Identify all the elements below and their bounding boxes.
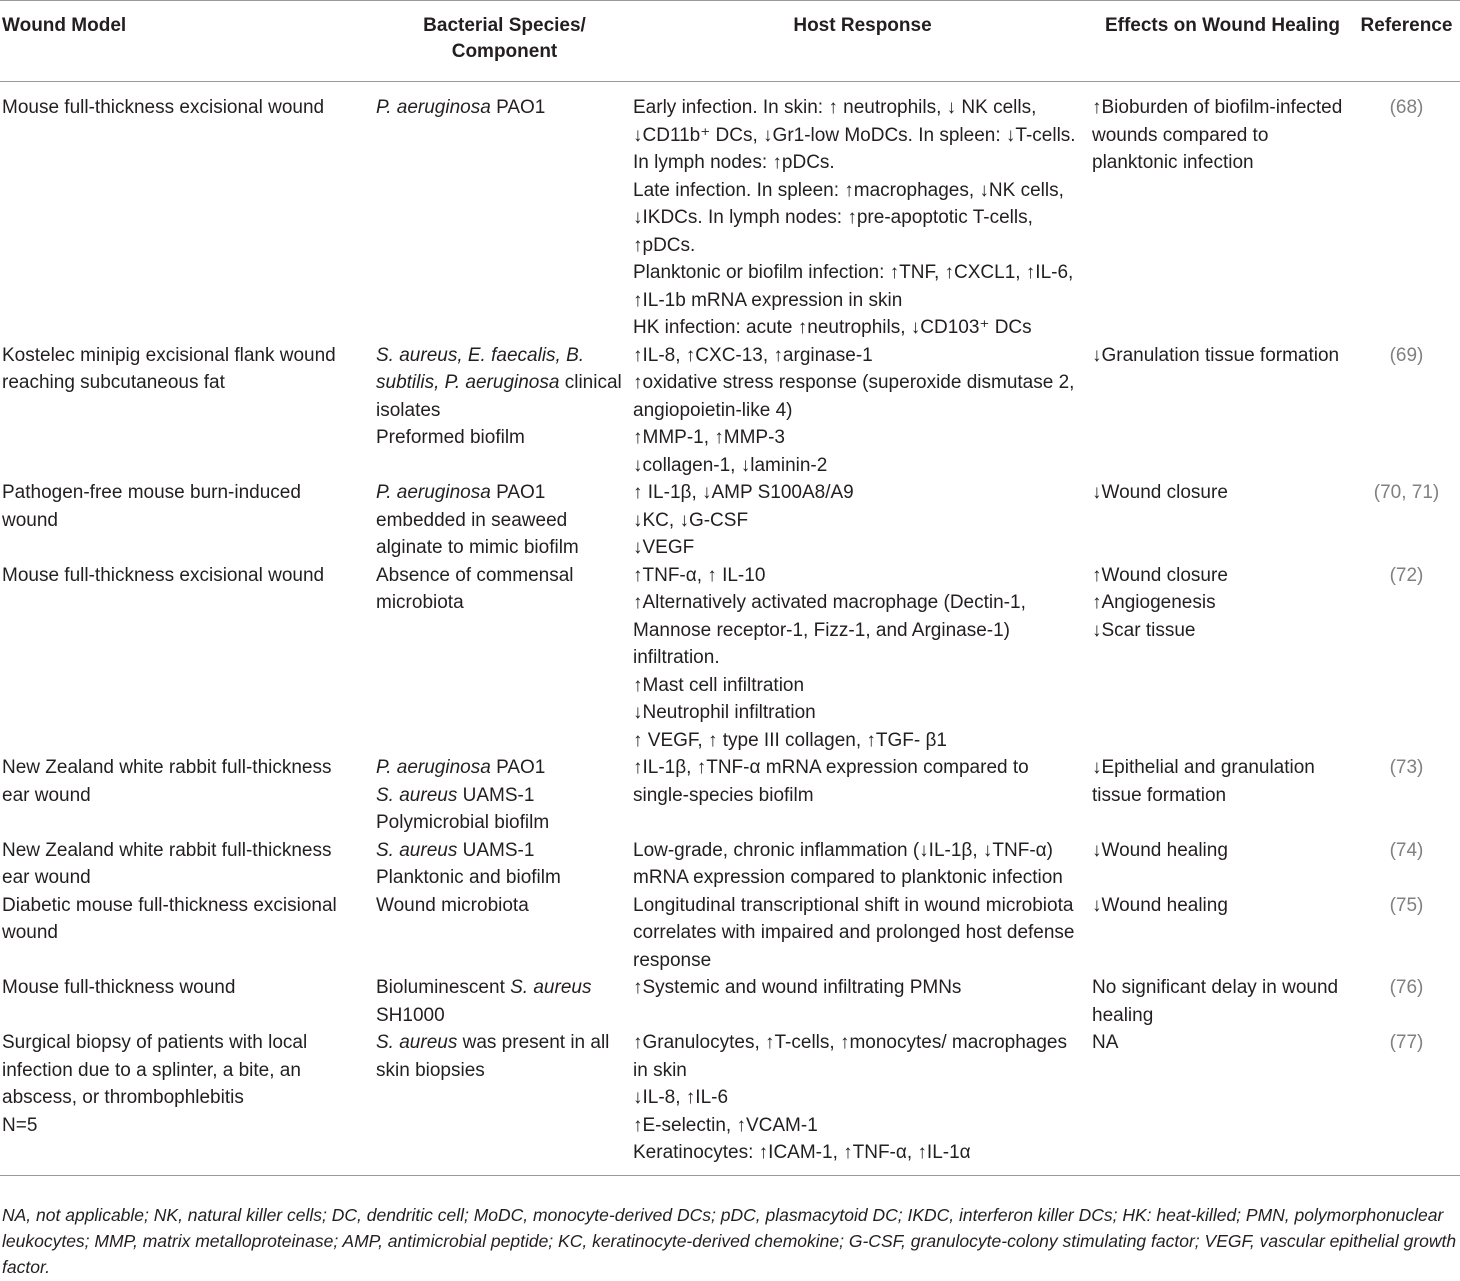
table-row — [0, 342, 1460, 480]
species-line — [376, 837, 625, 865]
species-text: clinical isolates — [376, 372, 622, 421]
table-header — [0, 1, 1460, 82]
effects-cell — [1092, 82, 1353, 342]
host-response-line: ↑Mast cell infiltration — [633, 674, 805, 696]
wound-model-cell: Mouse full-thickness excisional wound — [2, 564, 325, 586]
effect-line: ↑Bioburden of biofilm-infected wounds compared to planktonic infection — [1092, 97, 1343, 173]
host-response-line: HK infection: acute ↑neutrophils, ↓CD103⁺ DCs — [633, 317, 1032, 338]
effect-line: ↓Wound closure — [1092, 482, 1228, 503]
reference-cell: (76) — [1389, 977, 1424, 998]
host-response-cell — [633, 562, 1092, 755]
species-line — [376, 94, 625, 122]
wound-model-cell: New Zealand white rabbit full-thickness ear wound — [2, 839, 332, 888]
species-text: Wound microbiota — [376, 894, 529, 916]
species-text: UAMS-1 — [457, 839, 535, 861]
species-text: Bioluminescent — [376, 977, 511, 998]
header-host-response: Host Response — [793, 15, 932, 36]
effects-cell — [1092, 562, 1353, 755]
table-row — [0, 754, 1460, 837]
host-response-line: ↑TNF-α, ↑ IL-10 — [633, 564, 766, 586]
species-line — [376, 754, 625, 782]
host-response-line: Keratinocytes: ↑ICAM-1, ↑TNF-α, ↑IL-1α — [633, 1142, 971, 1163]
species-name-italic: P. aeruginosa — [376, 757, 491, 778]
host-response-line: ↑IL-1β, ↑TNF-α mRNA expression compared to single-species biofilm — [633, 757, 1029, 806]
species-name-italic: P. aeruginosa — [376, 482, 491, 503]
host-response-line: Planktonic or biofilm infection: ↑TNF, ↑CXCL1, ↑IL-6, ↑IL-1b mRNA expression in skin — [633, 262, 1074, 311]
effect-line: NA — [1092, 1032, 1119, 1053]
header-bacterial-species: Bacterial Species/ Component — [423, 15, 586, 62]
table-body — [0, 82, 1460, 1176]
reference-cell: (70, 71) — [1373, 482, 1440, 503]
reference-cell: (69) — [1389, 344, 1424, 366]
host-response-line: ↓KC, ↓G-CSF — [633, 509, 749, 531]
species-name-italic: S. aureus — [376, 839, 458, 861]
species-line — [376, 864, 625, 892]
host-response-cell — [633, 1029, 1092, 1175]
table-row — [0, 82, 1460, 342]
effect-line: ↑Angiogenesis — [1092, 592, 1216, 613]
species-line — [376, 782, 625, 810]
wound-model-line: N=5 — [2, 1114, 38, 1136]
effect-line: ↓Scar tissue — [1092, 619, 1196, 641]
host-response-line: ↓collagen-1, ↓laminin-2 — [633, 454, 828, 476]
host-response-line: ↑IL-8, ↑CXC-13, ↑arginase-1 — [633, 344, 873, 366]
species-name-italic: S. aureus — [376, 784, 458, 806]
table-row — [0, 974, 1460, 1029]
host-response-line: ↑Granulocytes, ↑T-cells, ↑monocytes/ macrophages in skin — [633, 1032, 1068, 1081]
wound-model-cell: Pathogen-free mouse burn-induced wound — [2, 482, 301, 531]
species-line — [376, 1029, 625, 1084]
table-row — [0, 1029, 1460, 1175]
header-effects: Effects on Wound Healing — [1104, 15, 1341, 36]
effects-cell — [1092, 342, 1353, 480]
reference-cell: (73) — [1389, 757, 1424, 778]
reference-cell: (68) — [1389, 97, 1424, 118]
header-wound-model: Wound Model — [2, 15, 127, 36]
effects-cell — [1092, 754, 1353, 837]
host-response-cell — [633, 479, 1092, 562]
host-response-line: ↑ IL-1β, ↓AMP S100A8/A9 — [633, 482, 854, 503]
host-response-cell — [633, 342, 1092, 480]
species-cell — [376, 1029, 633, 1175]
table-row — [0, 479, 1460, 562]
species-text: PAO1 — [490, 97, 546, 118]
host-response-cell — [633, 837, 1092, 892]
species-cell — [376, 562, 633, 755]
reference-cell: (75) — [1389, 894, 1424, 916]
species-text: was present in all skin biopsies — [376, 1032, 610, 1081]
wound-model-cell: Kostelec minipig excisional flank wound reaching subcutaneous fat — [2, 344, 336, 393]
reference-cell: (72) — [1389, 564, 1424, 586]
wound-model-cell: Mouse full-thickness wound — [2, 977, 236, 998]
effect-line: ↓Wound healing — [1092, 894, 1228, 916]
species-cell — [376, 892, 633, 975]
table-row — [0, 892, 1460, 975]
species-line — [376, 479, 625, 562]
host-response-cell — [633, 974, 1092, 1029]
host-response-line: ↓IL-8, ↑IL-6 — [633, 1087, 729, 1108]
header-row — [0, 1, 1460, 82]
effect-line: No significant delay in wound healing — [1092, 977, 1339, 1026]
wound-model-cell — [0, 1029, 376, 1175]
host-response-line: ↑Alternatively activated macrophage (Dectin-1, Mannose receptor-1, Fizz-1, and Arginase-1) infiltration. — [633, 592, 1026, 668]
host-response-line: Late infection. In spleen: ↑macrophages, ↓NK cells, ↓IKDCs. In lymph nodes: ↑pre-apoptotic T-cells, ↑pDCs. — [633, 179, 1064, 256]
effect-line: ↓Granulation tissue formation — [1092, 344, 1340, 366]
host-response-line: ↑oxidative stress response (superoxide dismutase 2, angiopoietin-like 4) — [633, 372, 1075, 421]
species-cell — [376, 82, 633, 342]
species-line — [376, 892, 625, 920]
species-text: Preformed biofilm — [376, 427, 525, 448]
effects-cell — [1092, 1029, 1353, 1175]
species-line — [376, 974, 625, 1029]
host-response-line: ↓VEGF — [633, 537, 695, 558]
host-response-line: ↓Neutrophil infiltration — [633, 702, 816, 723]
species-text: PAO1 embedded in seaweed alginate to mimic biofilm — [376, 482, 579, 558]
species-text: Absence of commensal microbiota — [376, 564, 574, 613]
reference-cell: (77) — [1389, 1032, 1424, 1053]
species-cell — [376, 754, 633, 837]
host-response-cell — [633, 82, 1092, 342]
host-response-line: Low-grade, chronic inflammation (↓IL-1β, ↓TNF-α) mRNA expression compared to planktonic infection — [633, 839, 1063, 888]
species-text: Polymicrobial biofilm — [376, 812, 550, 833]
wound-model-cell: Diabetic mouse full-thickness excisional wound — [2, 894, 337, 943]
species-cell — [376, 974, 633, 1029]
table-footnote: NA, not applicable; NK, natural killer cells; DC, dendritic cell; MoDC, monocyte-derived DCs; pDC, plasmacytoid DC; IKDC, interferon killer DCs; HK: heat-killed; PMN, polymorphonuclear leukocytes; MMP, matrix metalloproteinase; AMP, antimicrobial peptide; KC, keratinocyte-derived chemokine; G-CSF, granulocyte-colony stimulating factor; VEGF, vascular epithelial growth factor. — [2, 1205, 1457, 1277]
species-line — [376, 342, 625, 425]
effects-cell — [1092, 892, 1353, 975]
effect-line: ↓Wound healing — [1092, 839, 1228, 861]
wound-model-cell: Mouse full-thickness excisional wound — [2, 97, 325, 118]
host-response-cell — [633, 892, 1092, 975]
table-row — [0, 837, 1460, 892]
species-line — [376, 809, 625, 837]
wound-model-line: Surgical biopsy of patients with local infection due to a splinter, a bite, an abscess, or thrombophlebitis — [2, 1032, 308, 1108]
effects-cell — [1092, 479, 1353, 562]
reference-cell: (74) — [1389, 839, 1424, 861]
species-text: UAMS-1 — [457, 784, 535, 806]
header-reference: Reference — [1360, 15, 1453, 36]
species-cell — [376, 342, 633, 480]
species-text: Planktonic and biofilm — [376, 867, 561, 888]
species-line — [376, 562, 625, 617]
species-text: SH1000 — [376, 1004, 445, 1026]
wound-model-cell: New Zealand white rabbit full-thickness ear wound — [2, 757, 332, 806]
species-text: PAO1 — [490, 757, 546, 778]
host-response-line: ↑Systemic and wound infiltrating PMNs — [633, 977, 962, 998]
host-response-line: ↑E-selectin, ↑VCAM-1 — [633, 1114, 818, 1136]
effects-cell — [1092, 837, 1353, 892]
species-line — [376, 424, 625, 452]
host-response-line: ↑ VEGF, ↑ type III collagen, ↑TGF- β1 — [633, 729, 947, 751]
effect-line: ↑Wound closure — [1092, 564, 1228, 586]
species-name-italic: S. aureus — [510, 977, 592, 998]
species-name-italic: S. aureus, E. faecalis, B. subtilis, P. aeruginosa — [376, 344, 585, 393]
host-response-line: Longitudinal transcriptional shift in wound microbiota correlates with impaired and prolonged host defense response — [633, 894, 1075, 971]
host-response-cell — [633, 754, 1092, 837]
species-cell — [376, 479, 633, 562]
effects-cell — [1092, 974, 1353, 1029]
species-cell — [376, 837, 633, 892]
species-name-italic: P. aeruginosa — [376, 97, 491, 118]
effect-line: ↓Epithelial and granulation tissue formation — [1092, 757, 1315, 806]
host-response-line: ↑MMP-1, ↑MMP-3 — [633, 427, 785, 448]
species-name-italic: S. aureus — [376, 1032, 458, 1053]
table-row — [0, 562, 1460, 755]
host-response-line: Early infection. In skin: ↑ neutrophils, ↓ NK cells, ↓CD11b⁺ DCs, ↓Gr1-low MoDCs. In spleen: ↓T-cells. In lymph nodes: ↑pDCs. — [633, 97, 1076, 173]
